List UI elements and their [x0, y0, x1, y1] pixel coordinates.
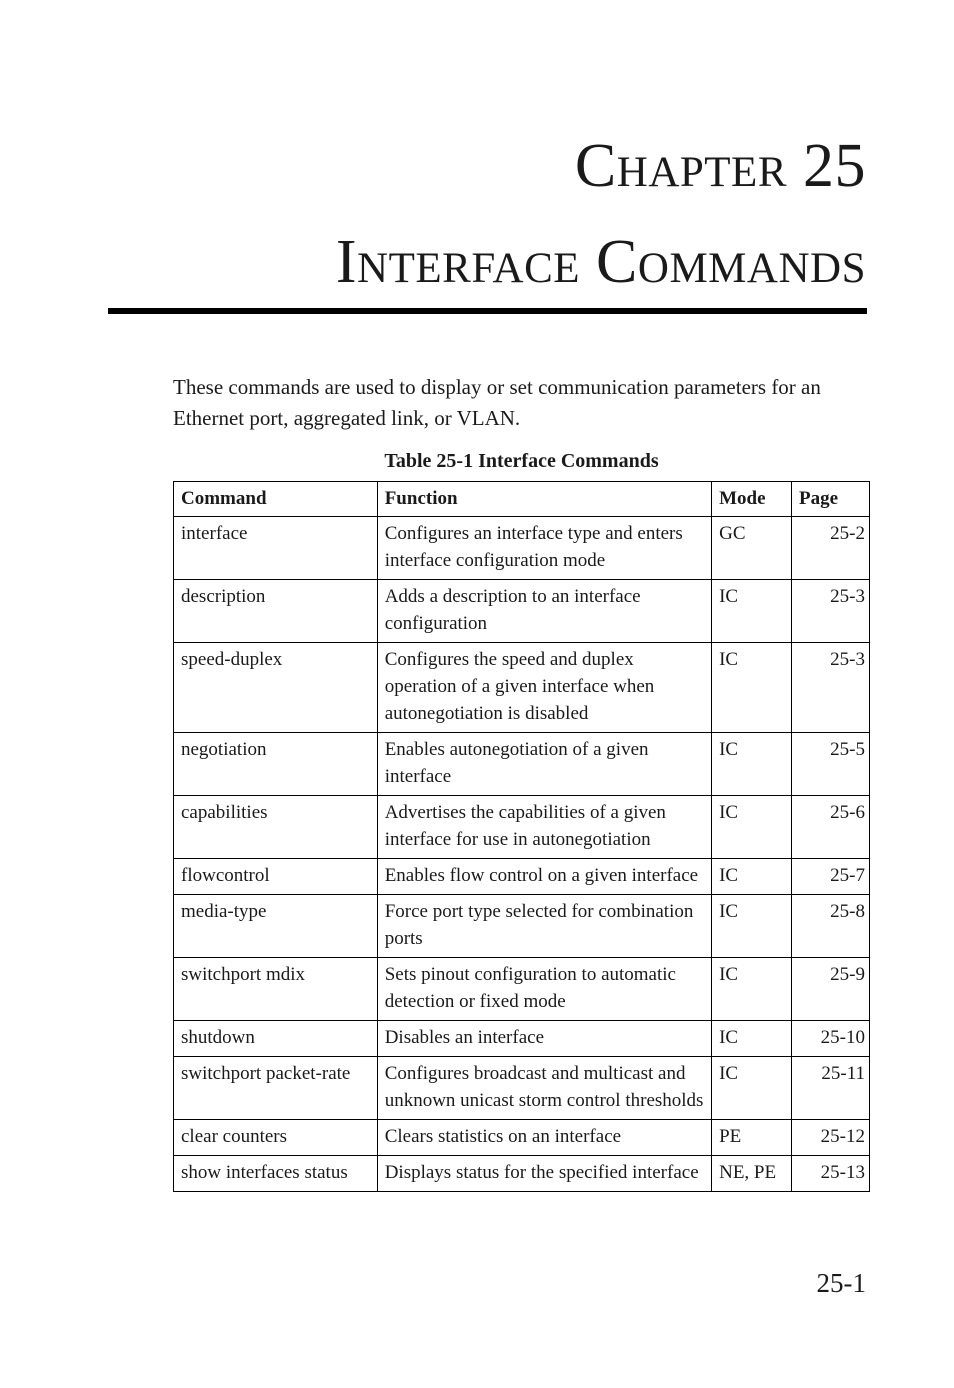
cell-command: switchport mdix [174, 958, 378, 1021]
cell-mode: IC [712, 859, 792, 895]
cell-mode: IC [712, 796, 792, 859]
cell-function: Enables flow control on a given interface [377, 859, 711, 895]
header-mode: Mode [712, 482, 792, 517]
cell-command: show interfaces status [174, 1156, 378, 1192]
cell-page: 25-9 [792, 958, 870, 1021]
cell-command: interface [174, 517, 378, 580]
cell-function: Clears statistics on an interface [377, 1120, 711, 1156]
cell-function: Advertises the capabilities of a given interface for use in autonegotiation [377, 796, 711, 859]
cell-page: 25-2 [792, 517, 870, 580]
cell-function: Configures an interface type and enters interface configuration mode [377, 517, 711, 580]
cell-command: negotiation [174, 733, 378, 796]
heading-rule [108, 308, 867, 314]
cell-function: Disables an interface [377, 1021, 711, 1057]
table-row [174, 1021, 870, 1057]
cell-mode: PE [712, 1120, 792, 1156]
cell-function: Enables autonegotiation of a given interface [377, 733, 711, 796]
table-body [174, 517, 870, 1192]
cell-page: 25-13 [792, 1156, 870, 1192]
cell-mode: IC [712, 958, 792, 1021]
cell-command: flowcontrol [174, 859, 378, 895]
table-row [174, 958, 870, 1021]
chapter-heading [336, 118, 866, 310]
cell-mode: IC [712, 1057, 792, 1120]
cell-page: 25-11 [792, 1057, 870, 1120]
table-row [174, 643, 870, 733]
cell-command: media-type [174, 895, 378, 958]
intro-paragraph: These commands are used to display or set communication parameters for an Ethernet port, aggregated link, or VLAN. [173, 375, 821, 430]
table-row [174, 1120, 870, 1156]
cell-mode: IC [712, 580, 792, 643]
cell-mode: GC [712, 517, 792, 580]
cell-function: Force port type selected for combination ports [377, 895, 711, 958]
table-row [174, 796, 870, 859]
cell-command: description [174, 580, 378, 643]
page-number: 25-1 [816, 1268, 866, 1298]
cell-command: shutdown [174, 1021, 378, 1057]
cell-page: 25-8 [792, 895, 870, 958]
cell-function: Configures broadcast and multicast and unknown unicast storm control thresholds [377, 1057, 711, 1120]
cell-page: 25-3 [792, 643, 870, 733]
cell-command: speed-duplex [174, 643, 378, 733]
cell-page: 25-7 [792, 859, 870, 895]
cell-page: 25-12 [792, 1120, 870, 1156]
cell-mode: IC [712, 733, 792, 796]
table-row [174, 733, 870, 796]
chapter-title: Interface Commands [335, 228, 866, 296]
cell-page: 25-3 [792, 580, 870, 643]
cell-page: 25-10 [792, 1021, 870, 1057]
cell-mode: IC [712, 643, 792, 733]
table-caption: Table 25-1 Interface Commands [384, 450, 659, 472]
chapter-number: Chapter 25 [574, 132, 866, 200]
cell-mode: IC [712, 895, 792, 958]
cell-command: clear counters [174, 1120, 378, 1156]
table-header-row [174, 482, 870, 517]
table-row [174, 580, 870, 643]
header-command: Command [174, 482, 378, 517]
table-row [174, 859, 870, 895]
cell-mode: IC [712, 1021, 792, 1057]
cell-page: 25-5 [792, 733, 870, 796]
table-row [174, 1156, 870, 1192]
cell-function: Sets pinout configuration to automatic detection or fixed mode [377, 958, 711, 1021]
commands-table [173, 481, 870, 1192]
cell-page: 25-6 [792, 796, 870, 859]
cell-command: capabilities [174, 796, 378, 859]
cell-mode: NE, PE [712, 1156, 792, 1192]
cell-function: Configures the speed and duplex operation of a given interface when autonegotiation is disabled [377, 643, 711, 733]
cell-function: Displays status for the specified interface [377, 1156, 711, 1192]
table-row [174, 517, 870, 580]
table-row [174, 1057, 870, 1120]
cell-function: Adds a description to an interface configuration [377, 580, 711, 643]
header-function: Function [377, 482, 711, 517]
header-page: Page [792, 482, 870, 517]
table-row [174, 895, 870, 958]
cell-command: switchport packet-rate [174, 1057, 378, 1120]
